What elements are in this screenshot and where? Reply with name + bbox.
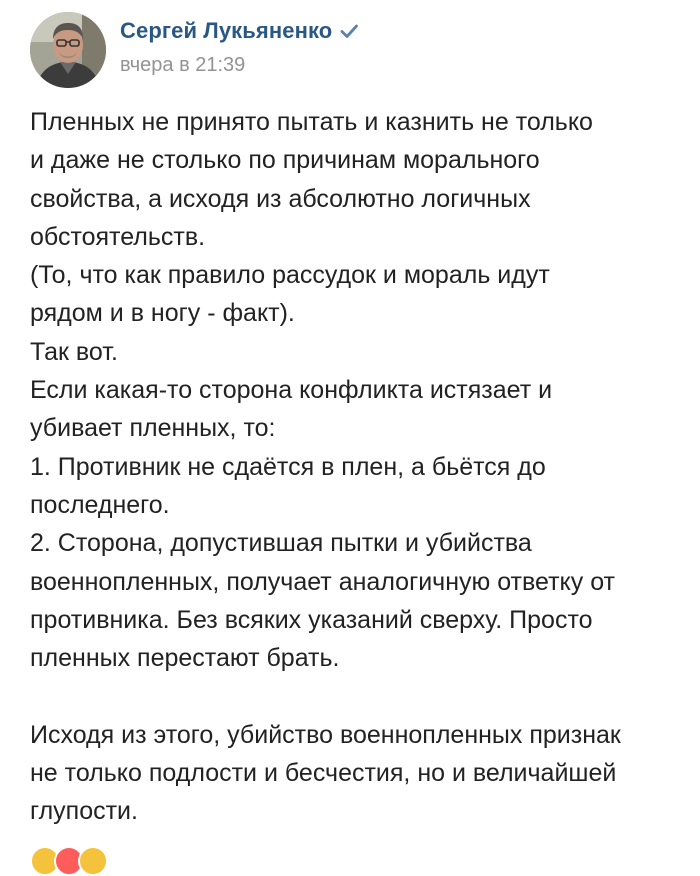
post-line: не только подлости и бесчестия, но и величайшей [30,759,617,788]
post-line: глупости. [30,797,138,826]
post-line: убивает пленных, то: [30,414,276,443]
post-line: 2. Сторона, допустившая пытки и убийства [30,529,532,558]
paragraph-gap [30,677,690,715]
author-name[interactable]: Сергей Лукьяненко [120,18,333,43]
post-line: Так вот. [30,337,118,366]
author-avatar[interactable] [30,12,106,88]
post-line: Исходя из этого, убийство военнопленных признак [30,720,621,749]
post-line: Пленных не принято пытать и казнить не только [30,108,593,136]
post-line: последнего. [30,490,170,519]
post-line: обстоятельств. [30,222,206,251]
post-line: рядом и в ногу - факт). [30,299,295,328]
verified-check-icon [338,20,360,42]
post-line: противника. Без всяких указаний сверху. Просто [30,605,593,634]
post-line: свойства, а исходя из абсолютно логичных [30,184,531,213]
author-block [120,14,360,77]
reaction-icon [78,846,108,876]
post-line: (То, что как правило рассудок и мораль идут [30,261,550,290]
post-line: Если какая-то сторона конфликта истязает и [30,376,553,405]
avatar-photo [30,12,106,88]
post-time[interactable]: вчера в 21:39 [120,54,246,76]
post-line: военнопленных, получает аналогичную ответку от [30,567,615,596]
post-line: 1. Противник не сдаётся в плен, а бьётся до [30,452,546,481]
post-text [30,103,690,831]
post-line: и даже не столько по причинам морального [30,146,540,175]
post-header [30,8,680,88]
author-row [120,14,360,48]
reactions-strip[interactable] [30,846,102,858]
post-line: пленных перестают брать. [30,644,340,673]
